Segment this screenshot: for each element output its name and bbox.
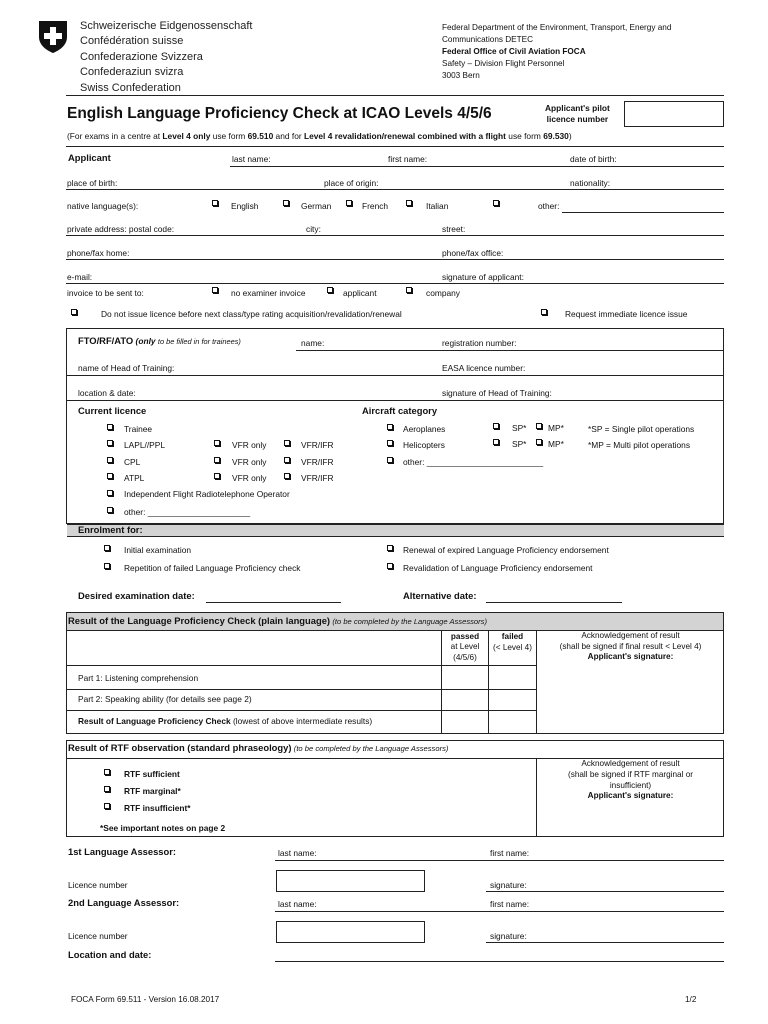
immediate-issue-checkbox[interactable] [541,309,547,315]
cpl-vfr-ifr-label: VFR/IFR [301,457,334,467]
email-label: e-mail: [67,272,93,282]
revalidation-checkbox[interactable] [387,563,393,569]
part1-label: Part 1: Listening comprehension [78,673,199,683]
enrolment-heading: Enrolment for: [78,524,143,535]
last-name-label: last name: [232,154,271,164]
immediate-issue-label: Request immediate licence issue [565,309,688,319]
aeroplanes-sp-checkbox[interactable] [493,423,499,429]
alternative-date-line[interactable] [486,602,622,603]
aeroplanes-mp-checkbox[interactable] [536,423,542,429]
private-address-label: private address: postal code: [67,224,175,234]
footer-form-id: FOCA Form 69.511 - Version 16.08.2017 [71,995,220,1004]
first-assessor-last-name-label: last name: [278,848,317,858]
cpl-vfr-ifr-checkbox[interactable] [284,457,290,463]
mp-note: *MP = Multi pilot operations [588,440,691,450]
german-label: German [301,201,332,211]
first-assessor-heading: 1st Language Assessor: [68,846,177,857]
atpl-vfr-only-label: VFR only [232,473,267,483]
aeroplanes-checkbox[interactable] [387,424,393,430]
address-line[interactable] [66,235,724,236]
fto-name-label: name: [301,338,325,348]
italian-checkbox[interactable] [406,200,412,206]
second-assessor-first-name-label: first name: [490,899,530,909]
cpl-label: CPL [124,457,141,467]
second-assessor-heading: 2nd Language Assessor: [68,897,180,908]
alternative-date-label: Alternative date: [403,590,477,601]
section-divider [66,146,724,147]
phone-home-label: phone/fax home: [67,248,130,258]
initial-examination-checkbox[interactable] [104,545,110,551]
invoice-label: invoice to be sent to: [67,288,144,298]
sp-note: *SP = Single pilot operations [588,424,695,434]
lp-result-label: Result of Language Proficiency Check (lowest of above intermediate results) [78,716,373,726]
head-of-training-line[interactable] [66,375,724,376]
german-checkbox[interactable] [283,200,289,206]
form-title: English Language Proficiency Check at ICAO Levels 4/5/6 [67,105,492,122]
lapl-vfr-only-checkbox[interactable] [214,440,220,446]
rtf-note: *See important notes on page 2 [100,823,226,833]
applicant-signature-label: signature of applicant: [442,272,524,282]
french-label: French [362,201,389,211]
rtf-marginal-label: RTF marginal* [124,786,181,796]
result-rtf-heading: Result of RTF observation (standard phraseology) (to be completed by the Language Assessors) [68,742,449,753]
lapl-ppl-checkbox[interactable] [107,440,113,446]
french-checkbox[interactable] [346,200,352,206]
no-issue-checkbox[interactable] [71,309,77,315]
invoice-company-checkbox[interactable] [406,287,412,293]
revalidation-label: Revalidation of Language Proficiency endorsement [403,563,593,573]
helicopters-checkbox[interactable] [387,440,393,446]
atpl-checkbox[interactable] [107,473,113,479]
atpl-vfr-ifr-checkbox[interactable] [284,473,290,479]
easa-licence-label: EASA licence number: [442,363,526,373]
trainee-label: Trainee [124,424,153,434]
date-of-birth-label: date of birth: [570,154,617,164]
pilot-licence-label: Applicant's pilot licence number [545,103,610,124]
second-assessor-name-line[interactable] [275,911,724,912]
lp-applicant-signature-area[interactable] [537,665,724,734]
part1-failed-cell[interactable] [489,666,536,689]
lapl-ppl-label: LAPL//PPL [124,440,165,450]
trainee-checkbox[interactable] [107,424,113,430]
no-examiner-invoice-label: no examiner invoice [231,288,306,298]
fto-location-date-label: location & date: [78,388,136,398]
aeroplanes-mp-label: MP* [548,423,564,433]
second-assessor-licence-label: Licence number [68,931,128,941]
fto-registration-label: registration number: [442,338,517,348]
italian-label: Italian [426,201,449,211]
first-name-label: first name: [388,154,428,164]
first-assessor-first-name-label: first name: [490,848,530,858]
current-licence-heading: Current licence [78,405,147,416]
initial-examination-label: Initial examination [124,545,192,555]
fto-location-line[interactable] [66,400,724,401]
footer-page-number: 1/2 [685,995,697,1004]
rtf-acknowledgement: Acknowledgement of result (shall be signed if RTF marginal or insufficient) Applicant's signature: [568,759,693,801]
no-issue-label: Do not issue licence before next class/type rating acquisition/revalidation/renewal [101,309,402,319]
repetition-checkbox[interactable] [104,563,110,569]
frto-label: Independent Flight Radiotelephone Operator [124,489,290,499]
helicopters-label: Helicopters [403,440,445,450]
part2-passed-cell[interactable] [442,690,488,710]
rtf-insufficient-label: RTF insufficient* [124,803,191,813]
other-licence-checkbox[interactable] [107,507,113,513]
rtf-insufficient-checkbox[interactable] [104,803,110,809]
location-date-line[interactable] [275,961,724,962]
other-language-label: other: [538,201,560,211]
city-label: city: [306,224,321,234]
cpl-checkbox[interactable] [107,457,113,463]
other-aircraft-label: other: _________________________ [403,457,544,467]
invoice-company-label: company [426,288,460,298]
phone-line[interactable] [66,259,724,260]
email-line[interactable] [66,283,724,284]
aeroplanes-sp-label: SP* [512,423,527,433]
other-licence-label: other: ______________________ [124,507,251,517]
confederation-names: Schweizerische Eidgenossenschaft Confédération suisse Confederazione Svizzera Confederaziun svizra Swiss Confederation [80,20,253,94]
failed-header: failed (< Level 4) [493,632,532,652]
rtf-applicant-signature-area[interactable] [537,802,724,837]
repetition-label: Repetition of failed Language Proficiency check [124,563,301,573]
frto-checkbox[interactable] [107,490,113,496]
lp-result-passed-cell[interactable] [442,711,488,734]
head-of-training-label: name of Head of Training: [78,363,175,373]
header-divider [66,95,724,96]
lp-result-failed-cell[interactable] [489,711,536,734]
enrolment-heading-bar [67,524,724,537]
applicant-heading: Applicant [68,152,111,163]
swiss-coat-of-arms [38,20,68,54]
cpl-vfr-only-checkbox[interactable] [214,457,220,463]
no-examiner-invoice-checkbox[interactable] [212,287,218,293]
head-signature-label: signature of Head of Training: [442,388,552,398]
fto-name-line[interactable] [296,350,724,351]
helicopters-sp-checkbox[interactable] [493,439,499,445]
department-block: Federal Department of the Environment, Transport, Energy and Communications DETEC Federal Office of Civil Aviation FOCA Safety – Division Flight Personnel 3003 Bern [442,23,672,80]
place-of-birth-label: place of birth: [67,178,118,188]
other-aircraft-checkbox[interactable] [387,457,393,463]
second-assessor-last-name-label: last name: [278,899,317,909]
aeroplanes-label: Aeroplanes [403,424,446,434]
part2-failed-cell[interactable] [489,690,536,710]
first-assessor-name-line[interactable] [275,860,724,861]
helicopters-mp-label: MP* [548,439,564,449]
atpl-vfr-ifr-label: VFR/IFR [301,473,334,483]
helicopters-sp-label: SP* [512,439,527,449]
invoice-applicant-label: applicant [343,288,377,298]
second-assessor-signature-label: signature: [490,931,527,941]
native-language-label: native language(s): [67,201,139,211]
part2-label: Part 2: Speaking ability (for details see page 2) [78,694,252,704]
first-assessor-signature-line[interactable] [486,891,724,892]
place-of-origin-label: place of origin: [324,178,379,188]
desired-date-label: Desired examination date: [78,590,195,601]
english-label: English [231,201,259,211]
renewal-label: Renewal of expired Language Proficiency endorsement [403,545,609,555]
first-assessor-signature-label: signature: [490,880,527,890]
first-assessor-licence-field[interactable] [276,870,425,892]
rtf-sufficient-checkbox[interactable] [104,769,110,775]
street-label: street: [442,224,466,234]
cpl-vfr-only-label: VFR only [232,457,267,467]
lp-acknowledgement: Acknowledgement of result (shall be signed if final result < Level 4) Applicant's signature: [559,631,702,661]
lapl-vfr-ifr-label: VFR/IFR [301,440,334,450]
english-checkbox[interactable] [212,200,218,206]
other-language-checkbox[interactable] [493,200,499,206]
renewal-checkbox[interactable] [387,545,393,551]
first-assessor-licence-label: Licence number [68,880,128,890]
invoice-applicant-checkbox[interactable] [327,287,333,293]
name-line[interactable] [230,166,724,167]
lapl-vfr-only-label: VFR only [232,440,267,450]
phone-office-label: phone/fax office: [442,248,504,258]
atpl-vfr-only-checkbox[interactable] [214,473,220,479]
atpl-label: ATPL [124,473,145,483]
rtf-sufficient-label: RTF sufficient [124,769,180,779]
birth-line[interactable] [66,189,724,190]
pilot-licence-number-field[interactable] [624,101,724,127]
passed-header-level: at Level (4/5/6) [450,642,480,662]
helicopters-mp-checkbox[interactable] [536,439,542,445]
form-subtitle: (For exams in a centre at Level 4 only use form 69.510 and for Level 4 revalidation/renewal combined with a flight use form 69.530) [67,131,572,141]
lapl-vfr-ifr-checkbox[interactable] [284,440,290,446]
other-language-line[interactable] [562,212,724,213]
fto-heading: FTO/RF/ATO (only to be filled in for trainees) [78,335,241,346]
second-assessor-signature-line[interactable] [486,942,724,943]
part1-passed-cell[interactable] [442,666,488,689]
aircraft-category-heading: Aircraft category [362,405,438,416]
passed-header: passed [450,632,480,641]
location-date-heading: Location and date: [68,949,152,960]
rtf-marginal-checkbox[interactable] [104,786,110,792]
nationality-label: nationality: [570,178,611,188]
desired-date-line[interactable] [206,602,341,603]
result-lp-heading: Result of the Language Proficiency Check (plain language) (to be completed by the Language Assessors) [68,615,487,626]
second-assessor-licence-field[interactable] [276,921,425,943]
